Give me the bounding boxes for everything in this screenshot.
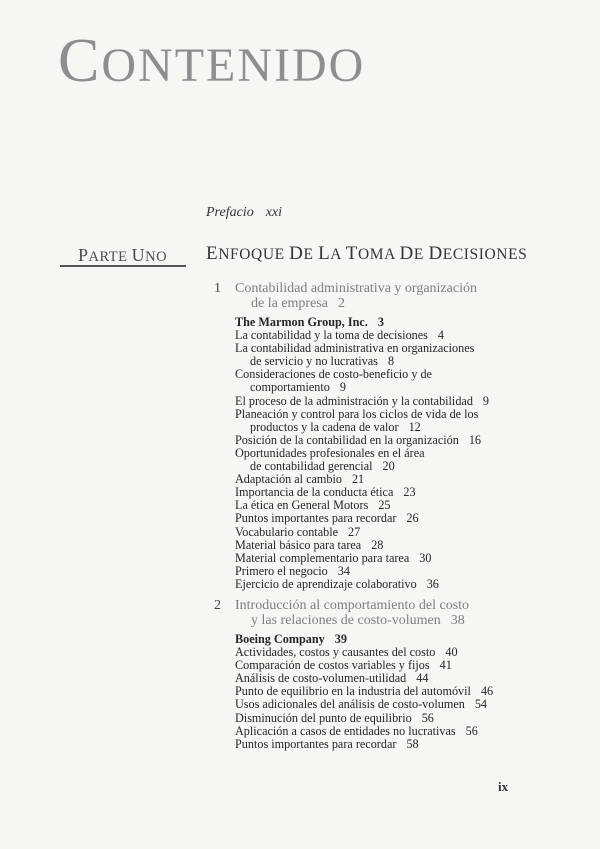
chapter-page: 38 xyxy=(450,612,465,628)
section-page: 39 xyxy=(334,631,347,646)
chapter-heading[interactable] xyxy=(214,598,554,628)
section-page: 12 xyxy=(408,419,421,434)
section-page: 26 xyxy=(406,511,419,526)
chapter-heading[interactable] xyxy=(214,281,554,311)
section-entry[interactable]: Disminución del punto de equilibrio 56 xyxy=(235,710,434,725)
section-entry[interactable]: Punto de equilibrio en la industria del automóvil 46 xyxy=(235,684,494,699)
section-page: 56 xyxy=(421,710,434,725)
company-entry[interactable]: Boeing Company 39 xyxy=(235,631,347,646)
prefacio-entry[interactable] xyxy=(206,205,282,221)
section-entry[interactable]: Análisis de costo-volumen-utilidad 44 xyxy=(235,671,429,686)
section-page: 8 xyxy=(387,354,395,369)
chapter-number: 1 xyxy=(214,281,221,296)
section-entry[interactable]: Puntos importantes para recordar 26 xyxy=(235,511,419,526)
section-page: 16 xyxy=(468,432,482,447)
section-page: 30 xyxy=(419,550,432,565)
section-page: 34 xyxy=(337,563,350,578)
section-entry[interactable]: Posición de la contabilidad en la organización 16 xyxy=(235,432,482,447)
section-page: 44 xyxy=(416,671,429,686)
part-heading: ENFOQUE DE LA TOMA DE DECISIONES xyxy=(206,243,528,264)
section-entry[interactable]: La contabilidad y la toma de decisiones 4 xyxy=(235,328,444,343)
section-page: 4 xyxy=(437,328,444,343)
section-page: 46 xyxy=(480,684,494,699)
section-entry[interactable]: Adaptación al cambio 21 xyxy=(235,472,365,487)
prefacio-label: Prefacio xyxy=(206,205,254,220)
section-page: 21 xyxy=(351,472,365,487)
section-entry[interactable]: Material básico para tarea 28 xyxy=(235,537,384,552)
section-entry[interactable]: Aplicación a casos de entidades no lucrativas 56 xyxy=(235,723,478,738)
section-page: 27 xyxy=(348,524,361,539)
chapter-title: Introducción al comportamiento del costo y las relaciones de costo-volumen 38 xyxy=(235,597,470,628)
section-page: 36 xyxy=(426,576,439,591)
section-entry[interactable]: Importancia de la conducta ética 23 xyxy=(235,485,416,500)
section-page: 23 xyxy=(403,485,416,500)
section-page: 41 xyxy=(439,658,452,673)
section-page: 54 xyxy=(474,697,488,712)
section-entry[interactable]: Primero el negocio 34 xyxy=(235,563,350,578)
section-entry[interactable]: El proceso de la administración y la contabilidad 9 xyxy=(235,393,490,408)
section-page: 25 xyxy=(378,498,391,513)
chapter-2 xyxy=(214,598,554,751)
page-title: CONTENIDO xyxy=(58,27,366,95)
chapter-1 xyxy=(214,281,554,591)
section-entry[interactable]: Comparación de costos variables y fijos 41 xyxy=(235,658,452,673)
page-folio: ix xyxy=(498,779,509,794)
section-list xyxy=(235,316,554,591)
section-list xyxy=(235,633,554,751)
section-entry[interactable]: La ética en General Motors 25 xyxy=(235,498,391,513)
section-page: 20 xyxy=(382,459,395,474)
prefacio-page: xxi xyxy=(265,205,283,220)
section-entry[interactable]: Consideraciones de costo-beneficio y de comportamiento 9 xyxy=(235,367,432,395)
section-page: 3 xyxy=(377,315,384,329)
section-entry[interactable]: Actividades, costos y causantes del costo 40 xyxy=(235,645,458,660)
section-page: 40 xyxy=(445,645,458,660)
section-entry[interactable]: Vocabulario contable 27 xyxy=(235,524,361,539)
section-page: 9 xyxy=(339,380,346,395)
section-entry[interactable]: Material complementario para tarea 30 xyxy=(235,550,432,565)
company-entry[interactable]: The Marmon Group, Inc. 3 xyxy=(235,315,384,329)
section-page: 58 xyxy=(406,736,419,751)
chapter-list xyxy=(214,281,554,758)
part-divider xyxy=(60,265,186,267)
section-entry[interactable]: Oportunidades profesionales en el área de contabilidad gerencial 20 xyxy=(235,445,425,474)
chapter-title: Contabilidad administrativa y organización de la empresa 2 xyxy=(235,281,477,311)
part-label: PARTE UNO xyxy=(78,245,168,265)
section-entry[interactable]: Puntos importantes para recordar 58 xyxy=(235,736,419,751)
chapter-number: 2 xyxy=(214,597,221,613)
section-entry[interactable]: Ejercicio de aprendizaje colaborativo 36 xyxy=(235,576,439,591)
section-entry[interactable]: Planeación y control para los ciclos de vida de los productos y la cadena de valor 12 xyxy=(235,406,479,434)
section-page: 9 xyxy=(482,393,490,408)
section-entry[interactable]: La contabilidad administrativa en organizaciones de servicio y no lucrativas 8 xyxy=(235,341,475,369)
section-page: 56 xyxy=(465,723,478,738)
chapter-page: 2 xyxy=(337,296,345,311)
section-entry[interactable]: Usos adicionales del análisis de costo-volumen 54 xyxy=(235,697,488,712)
section-page: 28 xyxy=(371,537,384,552)
